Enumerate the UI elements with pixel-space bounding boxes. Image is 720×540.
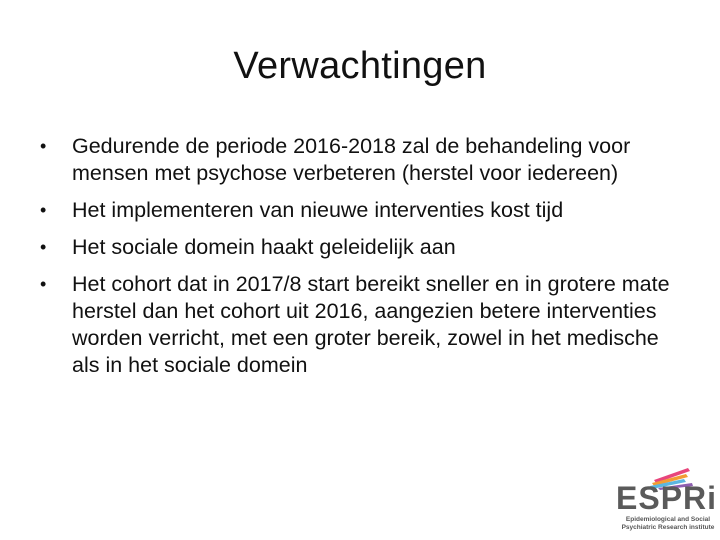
bullet-text: Gedurende de periode 2016-2018 zal de behandeling voor mensen met psychose verbeteren (herstel voor iedereen) — [72, 134, 631, 185]
bullet-text: Het cohort dat in 2017/8 start bereikt sneller en in grotere mate herstel dan het cohort uit 2016, aangezien betere interventies worden verricht, met een groter bereik, zowel in het medische als in het sociale domein — [72, 272, 670, 377]
bullet-marker: • — [40, 274, 47, 294]
bullet-text: Het implementeren van nieuwe interventies kost tijd — [72, 198, 564, 222]
bullet-marker: • — [40, 136, 47, 156]
bullet-list — [38, 133, 690, 389]
bullet-item — [38, 234, 690, 261]
bullet-text: Het sociale domein haakt geleidelijk aan — [72, 235, 456, 259]
bullet-item — [38, 271, 690, 379]
espri-logo — [614, 466, 718, 536]
bullet-marker: • — [40, 200, 47, 220]
slide-title: Verwachtingen — [233, 45, 487, 87]
logo-subtitle — [620, 516, 716, 532]
bullet-item — [38, 133, 690, 187]
logo-subtitle-line: Psychiatric Research institute — [621, 524, 715, 531]
bullet-marker: • — [40, 237, 47, 257]
logo-wordmark: ESPRi — [616, 480, 718, 516]
bullet-item — [38, 197, 690, 224]
logo-subtitle-line: Epidemiological and Social — [625, 516, 711, 523]
